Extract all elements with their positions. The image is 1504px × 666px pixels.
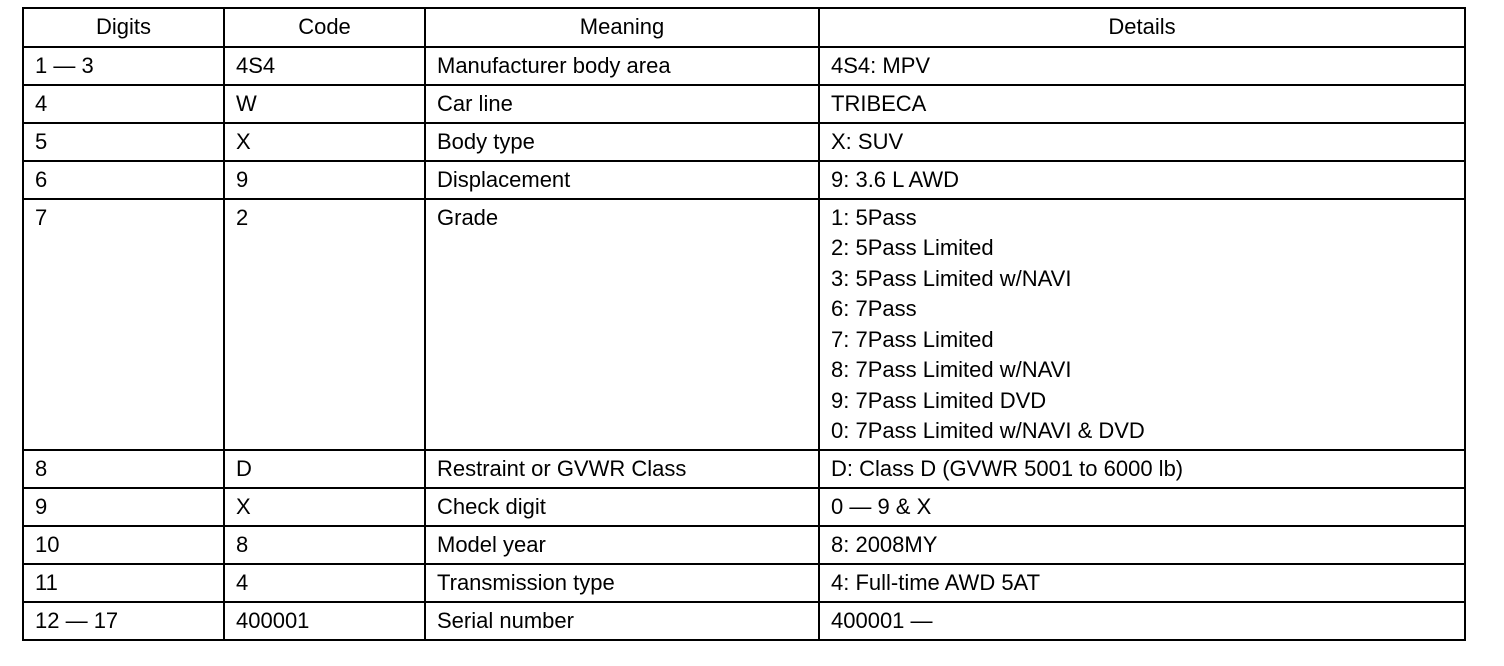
cell-digits: 5 (23, 123, 224, 161)
detail-line: 3: 5Pass Limited w/NAVI (831, 265, 1072, 291)
cell-details (819, 564, 1465, 602)
cell-digits: 9 (23, 488, 224, 526)
table-body (23, 47, 1465, 640)
table-header-row (23, 8, 1465, 47)
cell-meaning: Restraint or GVWR Class (425, 450, 819, 488)
table-row (23, 161, 1465, 199)
detail-line: TRIBECA (831, 90, 927, 116)
cell-details (819, 161, 1465, 199)
detail-line: 2: 5Pass Limited (831, 235, 994, 260)
detail-line: 1: 5Pass (831, 204, 917, 230)
detail-line: 4: Full-time AWD 5AT (831, 569, 1041, 595)
cell-code: 4 (224, 564, 425, 602)
table-row (23, 488, 1465, 526)
cell-meaning: Serial number (425, 602, 819, 640)
cell-meaning: Transmission type (425, 564, 819, 602)
cell-digits: 4 (23, 85, 224, 123)
detail-line: 8: 2008MY (831, 531, 938, 557)
detail-line: 9: 3.6 L AWD (831, 166, 959, 192)
cell-code: X (224, 123, 425, 161)
table-row (23, 199, 1465, 450)
header-digits: Digits (23, 8, 224, 47)
cell-details (819, 199, 1465, 450)
cell-code: 2 (224, 199, 425, 450)
detail-line: 6: 7Pass (831, 296, 917, 321)
table-row (23, 602, 1465, 640)
table-row (23, 526, 1465, 564)
detail-line: 400001 — (831, 607, 933, 633)
cell-code: W (224, 85, 425, 123)
cell-meaning: Check digit (425, 488, 819, 526)
table-row (23, 123, 1465, 161)
cell-meaning: Body type (425, 123, 819, 161)
cell-digits: 12 — 17 (23, 602, 224, 640)
cell-code: D (224, 450, 425, 488)
cell-details (819, 526, 1465, 564)
header-meaning: Meaning (425, 8, 819, 47)
detail-line: X: SUV (831, 128, 904, 154)
cell-details (819, 85, 1465, 123)
table-row (23, 47, 1465, 85)
detail-line: D: Class D (GVWR 5001 to 6000 lb) (831, 455, 1184, 481)
cell-digits: 11 (23, 564, 224, 602)
cell-details (819, 123, 1465, 161)
cell-details (819, 602, 1465, 640)
table-row (23, 85, 1465, 123)
cell-digits: 10 (23, 526, 224, 564)
cell-meaning: Grade (425, 199, 819, 450)
header-details: Details (819, 8, 1465, 47)
cell-details (819, 450, 1465, 488)
detail-line: 7: 7Pass Limited (831, 326, 994, 352)
cell-code: 9 (224, 161, 425, 199)
detail-line: 4S4: MPV (831, 52, 931, 78)
table-row (23, 450, 1465, 488)
cell-digits: 7 (23, 199, 224, 450)
cell-code: X (224, 488, 425, 526)
cell-code: 8 (224, 526, 425, 564)
cell-digits: 1 — 3 (23, 47, 224, 85)
cell-code: 400001 (224, 602, 425, 640)
cell-details (819, 488, 1465, 526)
cell-digits: 6 (23, 161, 224, 199)
detail-line: 9: 7Pass Limited DVD (831, 387, 1047, 413)
cell-code: 4S4 (224, 47, 425, 85)
cell-details (819, 47, 1465, 85)
cell-meaning: Manufacturer body area (425, 47, 819, 85)
cell-meaning: Car line (425, 85, 819, 123)
cell-meaning: Model year (425, 526, 819, 564)
cell-digits: 8 (23, 450, 224, 488)
detail-line: 0: 7Pass Limited w/NAVI & DVD (831, 418, 1145, 443)
table-row (23, 564, 1465, 602)
detail-line: 0 — 9 & X (831, 493, 932, 519)
cell-meaning: Displacement (425, 161, 819, 199)
header-code: Code (224, 8, 425, 47)
vin-code-table (22, 7, 1466, 641)
detail-line: 8: 7Pass Limited w/NAVI (831, 357, 1072, 382)
